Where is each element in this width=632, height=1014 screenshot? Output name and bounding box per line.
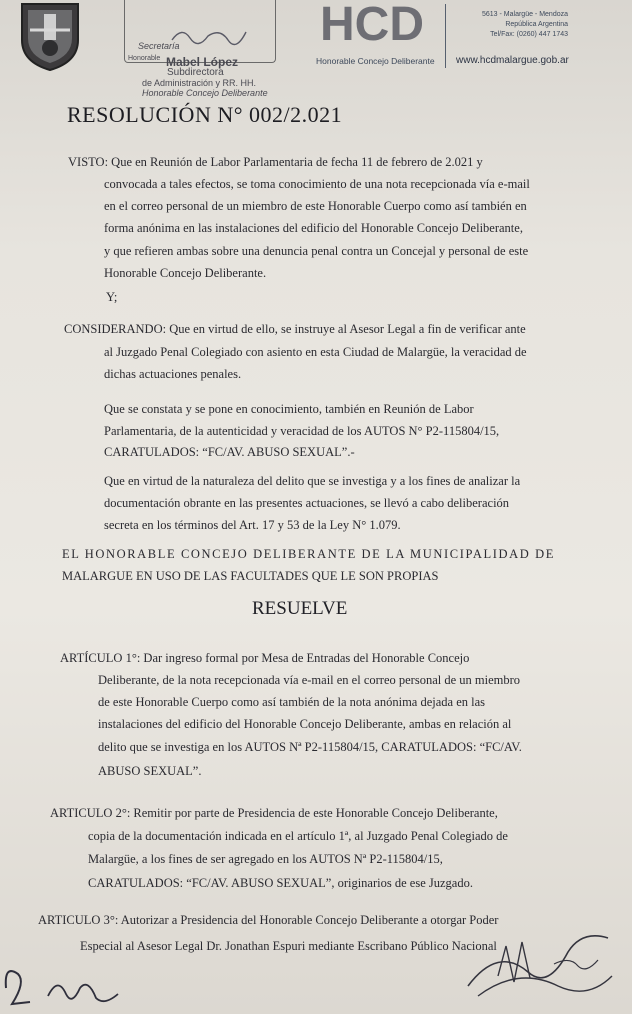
header-divider	[445, 4, 446, 68]
considerando-line: al Juzgado Penal Colegiado con asiento en esta Ciudad de Malargüe, la veracidad de	[104, 345, 527, 359]
stamp-signature-scribble	[168, 22, 248, 50]
constata-line: Parlamentaria, de la autenticidad y veracidad de los AUTOS N° P2-115804/15,	[104, 424, 500, 438]
handwritten-signature-right	[458, 916, 618, 1008]
naturaleza-line: secreta en los términos del Art. 17 y 53 de la Ley N° 1.079.	[104, 518, 401, 532]
hcd-logo-text: HCD	[320, 0, 424, 48]
hcd-logo-subtitle: Honorable Concejo Deliberante	[316, 56, 435, 66]
articulo2-line: copia de la documentación indicada en el artículo 1ª, al Juzgado Penal Colegiado de	[88, 829, 508, 843]
stamp-name: Mabel López	[166, 55, 239, 69]
articulo2-line: ARTICULO 2°: Remitir por parte de Presidencia de este Honorable Concejo Deliberante,	[50, 806, 498, 820]
address-block	[452, 0, 568, 40]
naturaleza-line: Que en virtud de la naturaleza del delito que se investiga y a los fines de analizar la	[104, 474, 521, 488]
hcd-logo	[318, 0, 436, 48]
coat-of-arms-emblem	[16, 0, 84, 72]
considerando-line: dichas actuaciones penales.	[104, 367, 242, 381]
stamp-honorable-small: Honorable	[128, 55, 161, 62]
honorable-line: EL HONORABLE CONCEJO DELIBERANTE DE LA MUNICIPALIDAD DE	[62, 547, 555, 561]
visto-line: Honorable Concejo Deliberante.	[104, 266, 267, 280]
articulo1-line: ABUSO SEXUAL”.	[98, 764, 202, 778]
stamp-role-3: Honorable Concejo Deliberante	[142, 88, 268, 98]
naturaleza-line: documentación obrante en las presentes actuaciones, se llevó a cabo deliberación	[104, 496, 510, 510]
honorable-line: MALARGUE EN USO DE LAS FACULTADES QUE LE SON PROPIAS	[62, 569, 439, 583]
constata-line: Que se constata y se pone en conocimiento, también en Reunión de Labor	[104, 402, 474, 416]
articulo2-line: CARATULADOS: “FC/AV. ABUSO SEXUAL”, originarios de ese Juzgado.	[88, 876, 473, 890]
address-line: 5613 - Malargüe - Mendoza	[482, 11, 568, 18]
articulo1-line: instalaciones del edificio del Honorable Concejo Deliberante, ambas en relación al	[98, 717, 512, 731]
articulo1-line: ARTÍCULO 1°: Dar ingreso formal por Mesa de Entradas del Honorable Concejo	[60, 651, 470, 665]
visto-line: en el correo personal de un miembro de este Honorable Cuerpo como así también en	[104, 199, 527, 213]
articulo3-line: Especial al Asesor Legal Dr. Jonathan Espuri mediante Escribano Público Nacional	[80, 939, 497, 953]
address-line: Tel/Fax: (0260) 447 1743	[490, 31, 568, 38]
resolution-title: RESOLUCIÓN N° 002/2.021	[67, 102, 343, 127]
articulo1-line: delito que se investiga en los AUTOS Nª P2-115804/15, CARATULADOS: “FC/AV.	[98, 740, 522, 754]
considerando-line: CONSIDERANDO: Que en virtud de ello, se instruye al Asesor Legal a fin de verificar ante	[64, 322, 526, 336]
visto-line: VISTO: Que en Reunión de Labor Parlamentaria de fecha 11 de febrero de 2.021 y	[68, 155, 483, 169]
articulo1-line: de este Honorable Cuerpo como así también de la nota anónima dejada en las	[98, 695, 486, 709]
address-line: República Argentina	[505, 21, 568, 28]
resuelve-heading: RESUELVE	[252, 598, 348, 619]
website-link[interactable]: www.hcdmalargue.gob.ar	[456, 55, 569, 66]
stamp-role-2: de Administración y RR. HH.	[142, 78, 257, 88]
visto-line: convocada a tales efectos, se toma conocimiento de una nota recepcionada vía e-mail	[104, 177, 530, 191]
stamp-secretaria: Secretaría	[138, 41, 180, 51]
articulo2-line: Malargüe, a los fines de ser agregado en los AUTOS Nª P2-115804/15,	[88, 852, 443, 866]
y-connector: Y;	[106, 290, 118, 304]
visto-line: y que refieren ambas sobre una denuncia penal contra un Concejal y personal de este	[104, 244, 529, 258]
visto-line: forma anónima en las instalaciones del edificio del Honorable Concejo Deliberante,	[104, 221, 523, 235]
constata-line: CARATULADOS: “FC/AV. ABUSO SEXUAL”.-	[104, 445, 355, 459]
articulo3-line: ARTICULO 3°: Autorizar a Presidencia del Honorable Concejo Deliberante a otorgar Poder	[38, 913, 499, 927]
stamp-role-1: Subdirectora	[167, 67, 224, 78]
handwritten-signature-left	[0, 948, 130, 1014]
articulo1-line: Deliberante, de la nota recepcionada vía e-mail en el correo personal de un miembro	[98, 673, 521, 687]
